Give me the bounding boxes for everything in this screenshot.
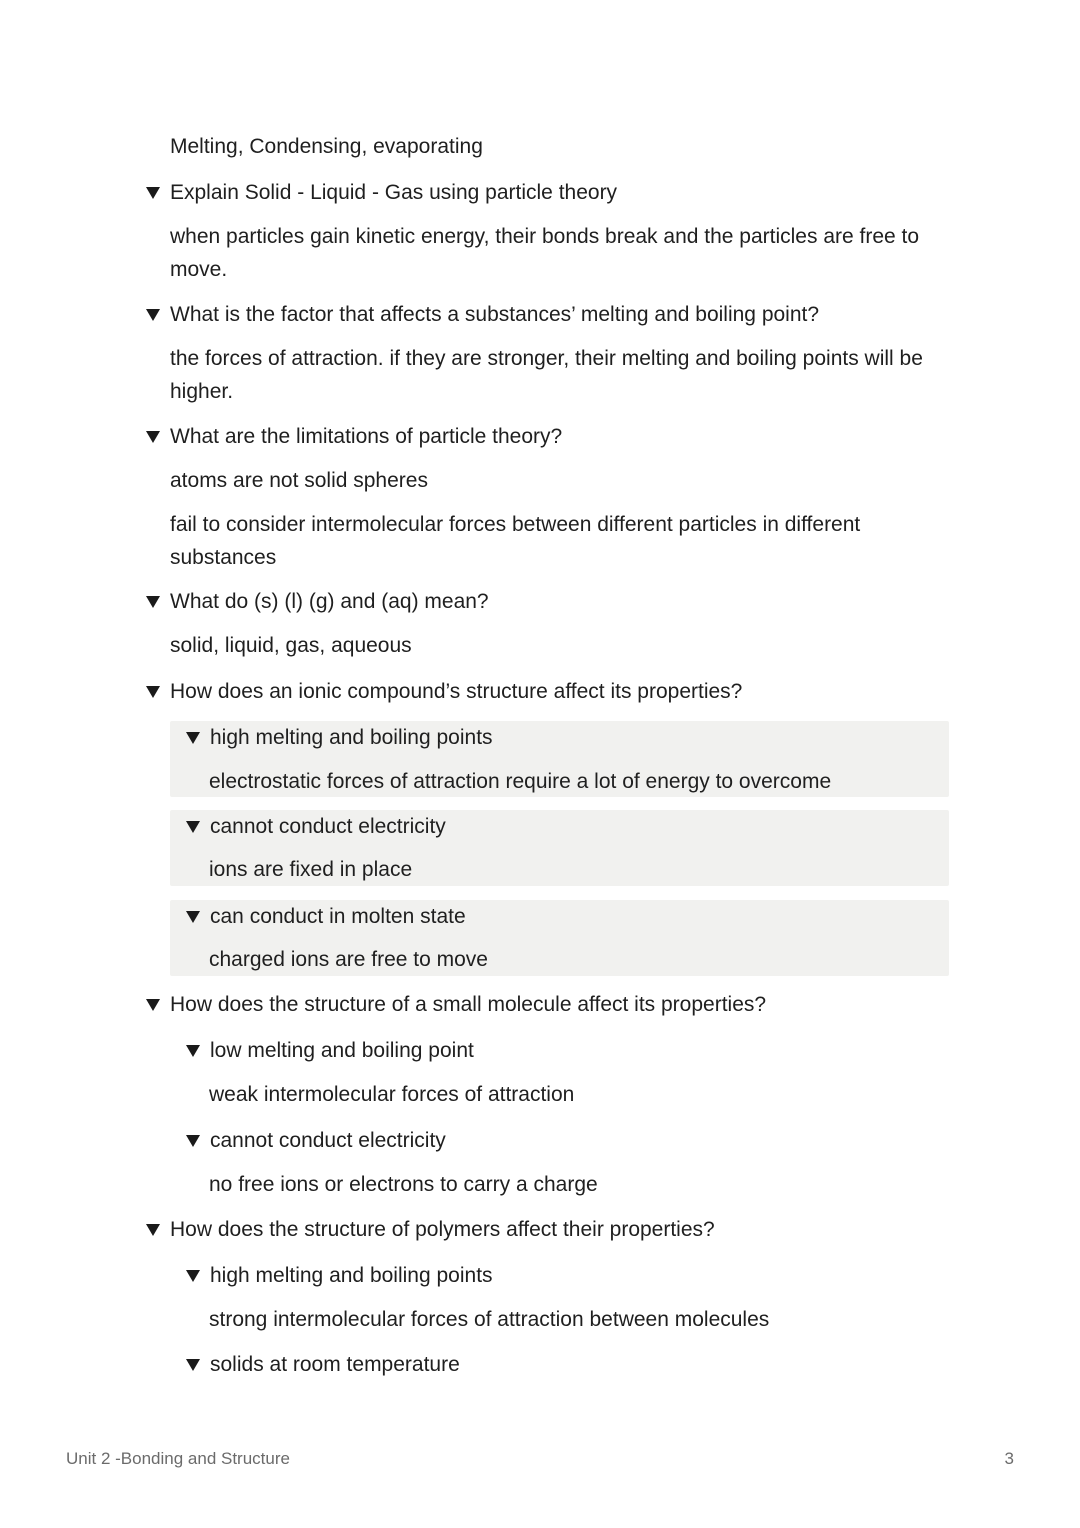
answer-text: the forces of attraction. if they are stronger, their melting and boiling points will be higher. [170,347,923,403]
toggle-q5[interactable] [146,675,742,708]
triangle-down-icon[interactable] [186,1359,200,1371]
sub-toggle[interactable] [186,900,466,933]
question-text: How does the structure of polymers affect their properties? [170,1218,715,1241]
carryover-text: Melting, Condensing, evaporating [170,135,483,158]
sub-toggle-title: can conduct in molten state [210,905,466,928]
sub-toggle[interactable] [186,1348,460,1381]
toggle-q3[interactable] [146,420,562,453]
sub-toggle-body: weak intermolecular forces of attraction [209,1083,575,1106]
triangle-down-icon[interactable] [186,821,200,833]
sub-toggle-title: low melting and boiling point [210,1039,474,1062]
sub-toggle[interactable] [186,810,446,843]
sub-toggle-body: no free ions or electrons to carry a charge [209,1173,598,1196]
toggle-q2[interactable] [146,298,819,331]
sub-toggle[interactable] [186,1259,493,1292]
sub-toggle[interactable] [186,1034,474,1067]
triangle-down-icon[interactable] [186,1270,200,1282]
answer-text: solid, liquid, gas, aqueous [170,634,412,657]
toggle-q6[interactable] [146,988,766,1021]
triangle-down-icon[interactable] [186,1135,200,1147]
sub-toggle-title: high melting and boiling points [210,726,493,749]
question-text: How does an ionic compound’s structure affect its properties? [170,680,743,703]
triangle-down-icon[interactable] [146,1224,160,1236]
answer-text: atoms are not solid spheres [170,469,428,492]
sub-toggle[interactable] [186,721,493,754]
triangle-down-icon[interactable] [146,309,160,321]
sub-toggle[interactable] [186,1124,446,1157]
sub-toggle-title: solids at room temperature [210,1353,460,1376]
sub-toggle-body: charged ions are free to move [209,948,488,971]
triangle-down-icon[interactable] [146,686,160,698]
toggle-q4[interactable] [146,585,489,618]
toggle-q1[interactable] [146,176,617,209]
question-text: What is the factor that affects a substances’ melting and boiling point? [170,303,820,326]
toggle-q7[interactable] [146,1213,715,1246]
triangle-down-icon[interactable] [146,596,160,608]
triangle-down-icon[interactable] [186,911,200,923]
answer-text: when particles gain kinetic energy, their bonds break and the particles are free to move. [170,225,920,281]
triangle-down-icon[interactable] [186,732,200,744]
triangle-down-icon[interactable] [146,187,160,199]
sub-toggle-body: electrostatic forces of attraction require a lot of energy to overcome [209,770,832,793]
sub-toggle-body: ions are fixed in place [209,858,413,881]
triangle-down-icon[interactable] [146,999,160,1011]
question-text: Explain Solid - Liquid - Gas using particle theory [170,181,618,204]
triangle-down-icon[interactable] [146,431,160,443]
question-text: What do (s) (l) (g) and (aq) mean? [170,590,489,613]
sub-toggle-body: strong intermolecular forces of attraction between molecules [209,1308,770,1331]
sub-toggle-title: cannot conduct electricity [210,1129,446,1152]
question-text: What are the limitations of particle theory? [170,425,563,448]
answer-text: fail to consider intermolecular forces between different particles in different substances [170,513,861,569]
sub-toggle-title: high melting and boiling points [210,1264,493,1287]
question-text: How does the structure of a small molecule affect its properties? [170,993,767,1016]
page-number: 3 [1004,1449,1014,1468]
footer-title: Unit 2 -Bonding and Structure [66,1449,290,1468]
sub-toggle-title: cannot conduct electricity [210,815,446,838]
triangle-down-icon[interactable] [186,1045,200,1057]
